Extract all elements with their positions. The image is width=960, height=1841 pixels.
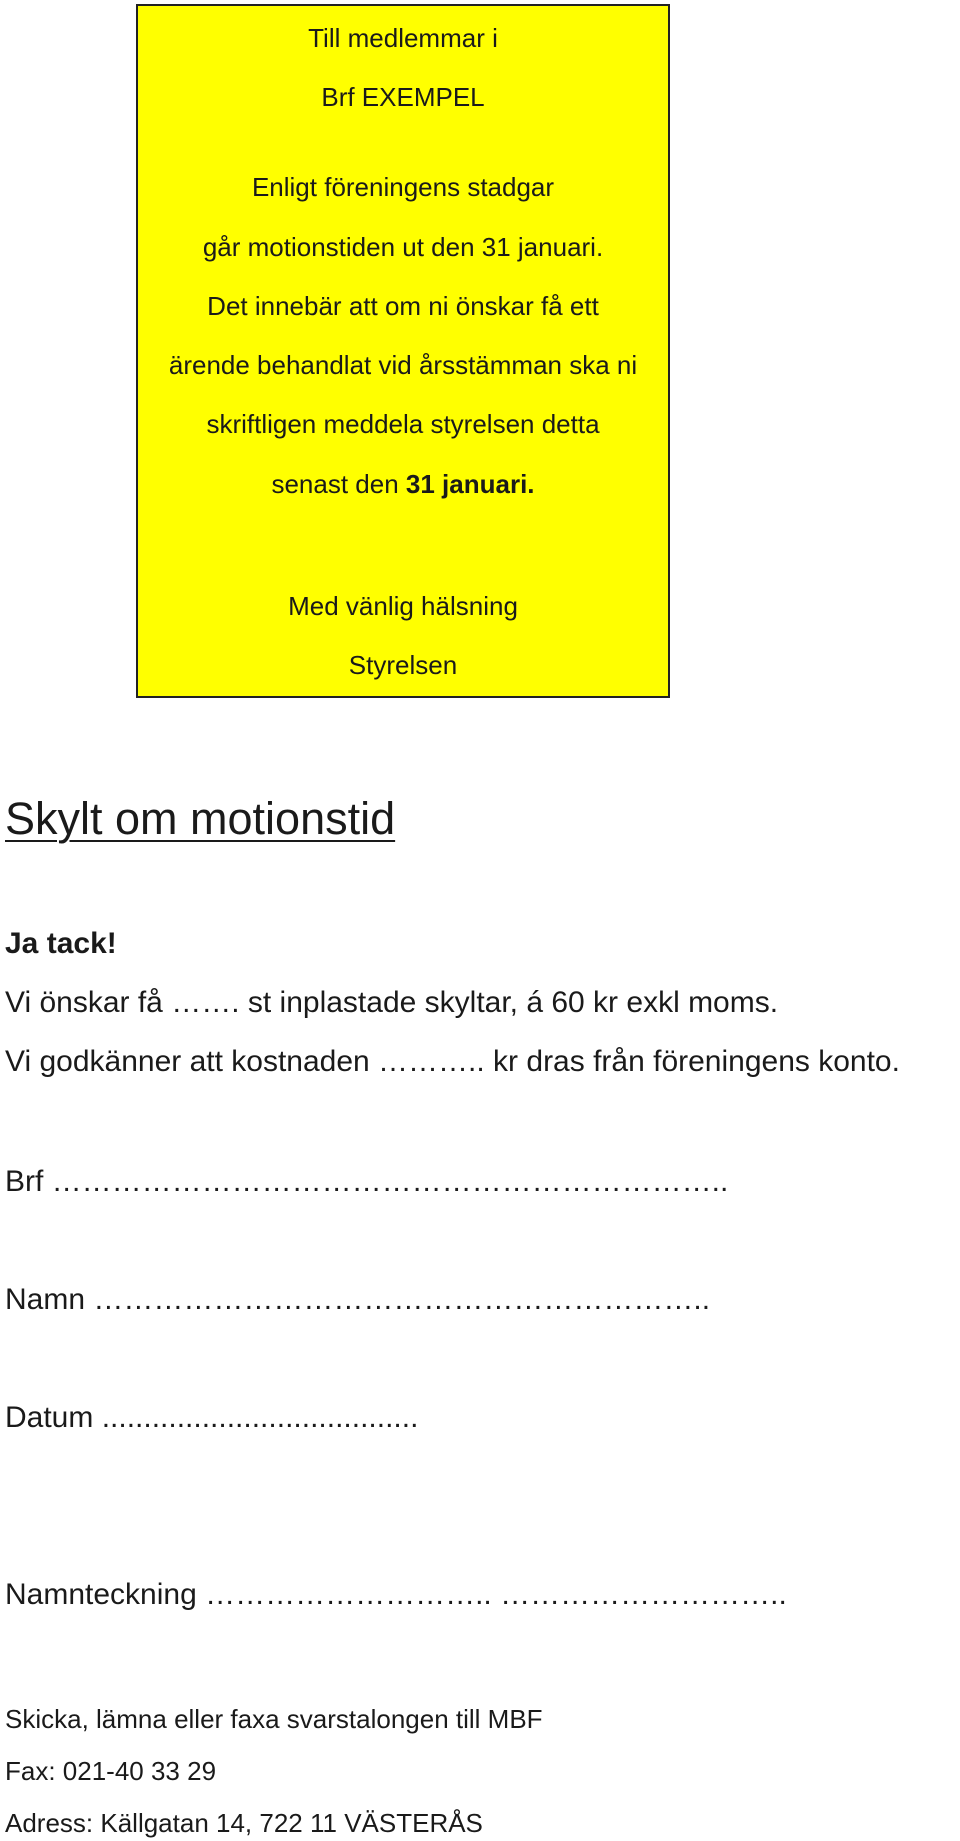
notice-association: Brf EXEMPEL xyxy=(321,82,485,112)
ja-tack-label: Ja tack! xyxy=(5,927,117,960)
datum-field: Datum ...................................... xyxy=(5,1401,419,1434)
notice-text-line-3: Det innebär att om ni önskar få ett xyxy=(207,291,599,321)
notice-greeting: Till medlemmar i xyxy=(308,23,498,53)
notice-text-line-1: Enligt föreningens stadgar xyxy=(251,172,555,202)
footer-instruction: Skicka, lämna eller faxa svarstalongen till MBF xyxy=(5,1704,543,1734)
footer-fax: Fax: 021-40 33 29 xyxy=(5,1756,217,1786)
order-signs-line: Vi önskar få ……. st inplastade skyltar, á 60 kr exkl moms. xyxy=(5,986,779,1019)
notice-closing: Med vänlig hälsning xyxy=(288,591,518,621)
brf-field: Brf ………………………………………………………….. xyxy=(5,1165,729,1198)
notice-text-line-2: går motionstiden ut den 31 januari. xyxy=(202,232,604,262)
footer-address: Adress: Källgatan 14, 722 11 VÄSTERÅS xyxy=(5,1808,483,1838)
notice-deadline xyxy=(138,469,668,499)
notice-text-line-5: skriftligen meddela styrelsen detta xyxy=(206,409,600,439)
notice-text-line-4: ärende behandlat vid årsstämman ska ni xyxy=(168,350,638,380)
namnteckning-field: Namnteckning ……………………….. ……………………….. xyxy=(5,1578,787,1611)
namn-field: Namn …………………………………………………….. xyxy=(5,1283,711,1316)
notice-signature: Styrelsen xyxy=(348,650,458,680)
page-heading: Skylt om motionstid xyxy=(5,793,396,844)
notice-box xyxy=(136,4,670,698)
notice-deadline-prefix: senast den xyxy=(271,469,406,499)
order-cost-line: Vi godkänner att kostnaden ……….. kr dras från föreningens konto. xyxy=(5,1045,900,1078)
notice-deadline-date: 31 januari. xyxy=(405,469,535,499)
